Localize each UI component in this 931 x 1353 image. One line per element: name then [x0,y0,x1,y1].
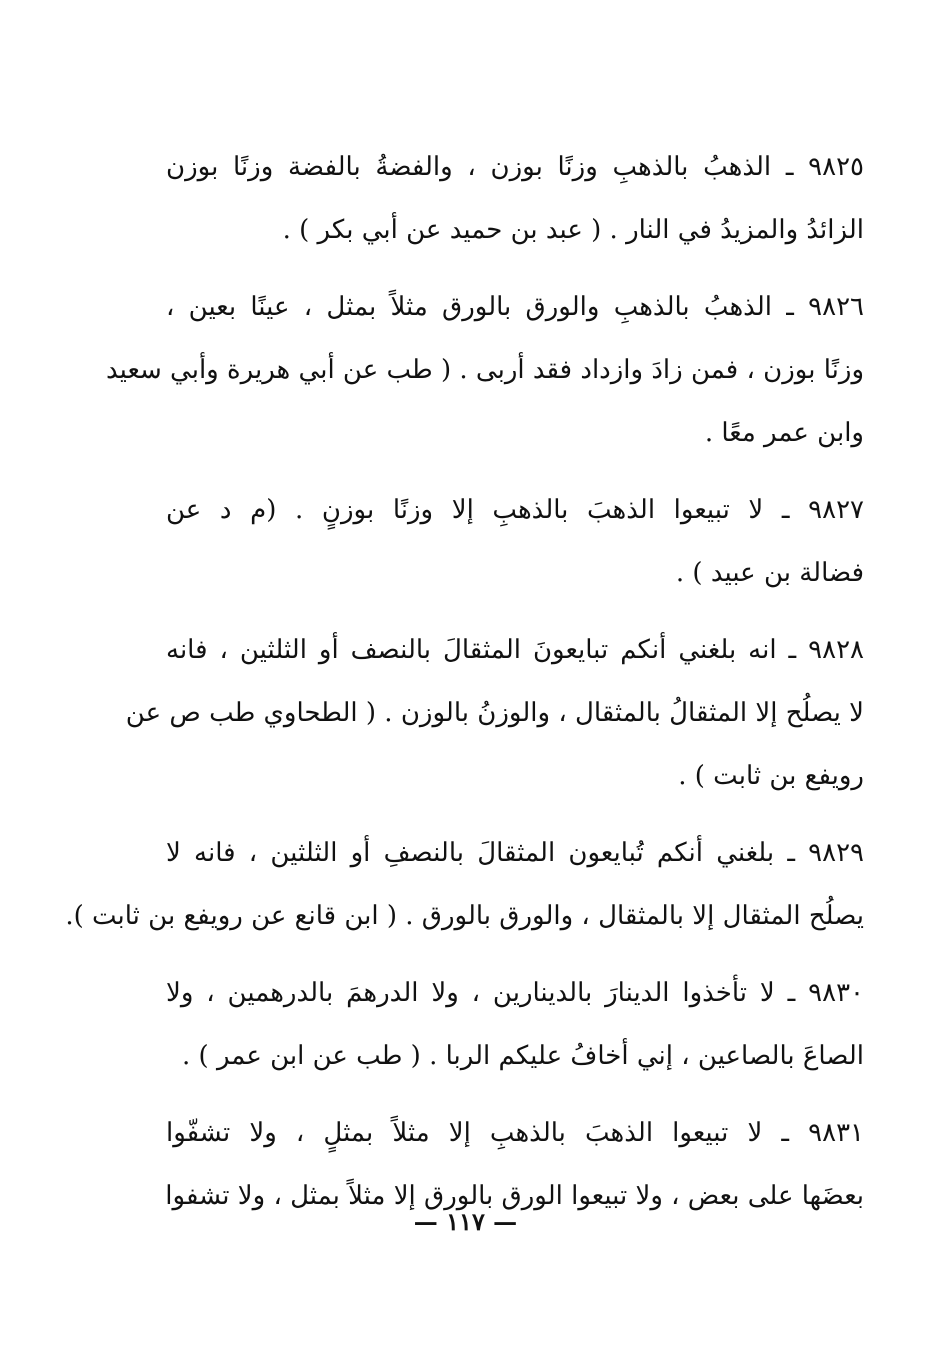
hadith-text-block [65,136,865,1242]
hadith-entry-9830 [166,962,864,1088]
text-line: ٩٨٢٩ ـ بلغني أنكم تُبايعون المثقالَ بالنصفِ أو الثلثين ، فانه لا [166,838,864,868]
text-line: يصلُح المثقال إلا بالمثقال ، والورق بالورق . ( ابن قانع عن رويفع بن ثابت ). [65,901,864,931]
text-line: ٩٨٢٥ ـ الذهبُ بالذهبِ وزنًا بوزن ، والفضةُ بالفضة وزنًا بوزن [166,152,864,182]
text-line: وابن عمر معًا . [704,418,864,448]
text-line: رويفع بن ثابت ) . [678,761,864,791]
text-line: بعضَها على بعض ، ولا تبيعوا الورق بالورق إلا مثلاً بمثل ، ولا تشفوا [165,1181,864,1211]
text-line: ٩٨٢٧ ـ لا تبيعوا الذهبَ بالذهبِ إلا وزنًا بوزنٍ . (م د عن [166,495,864,525]
hadith-entry-9829 [65,822,864,948]
text-line: ٩٨٣٠ ـ لا تأخذوا الدينارَ بالدينارين ، ولا الدرهمَ بالدرهمين ، ولا [166,978,864,1008]
text-line: لا يصلُح إلا المثقالُ بالمثقال ، والوزنُ بالوزن . ( الطحاوي طب ص عن [125,698,864,728]
text-line: ٩٨٢٨ ـ انه بلغني أنكم تبايعونَ المثقالَ بالنصف أو الثلثين ، فانه [166,635,864,665]
hadith-entry-9826 [105,276,864,465]
text-line: ٩٨٢٦ ـ الذهبُ بالذهبِ والورق بالورق مثلاً بمثل ، عينًا بعين ، [166,292,864,322]
text-line: وزنًا بوزن ، فمن زادَ وازداد فقد أربى . ( طب عن أبي هريرة وأبي سعيد [105,355,864,385]
hadith-entry-9825 [166,136,864,262]
text-line: الصاعَ بالصاعين ، إني أخافُ عليكم الربا . ( طب عن ابن عمر ) . [182,1041,864,1071]
text-line: فضالة بن عبيد ) . [675,558,864,588]
text-line: الزائدُ والمزيدُ في النار . ( عبد بن حميد عن أبي بكر ) . [282,215,864,245]
hadith-entry-9828 [125,619,864,808]
text-line: ٩٨٣١ ـ لا تبيعوا الذهبَ بالذهبِ إلا مثلاً بمثلٍ ، ولا تشفّوا [166,1118,865,1148]
page-number: — ١١٧ — [413,1207,518,1236]
hadith-entry-9827 [166,479,864,605]
